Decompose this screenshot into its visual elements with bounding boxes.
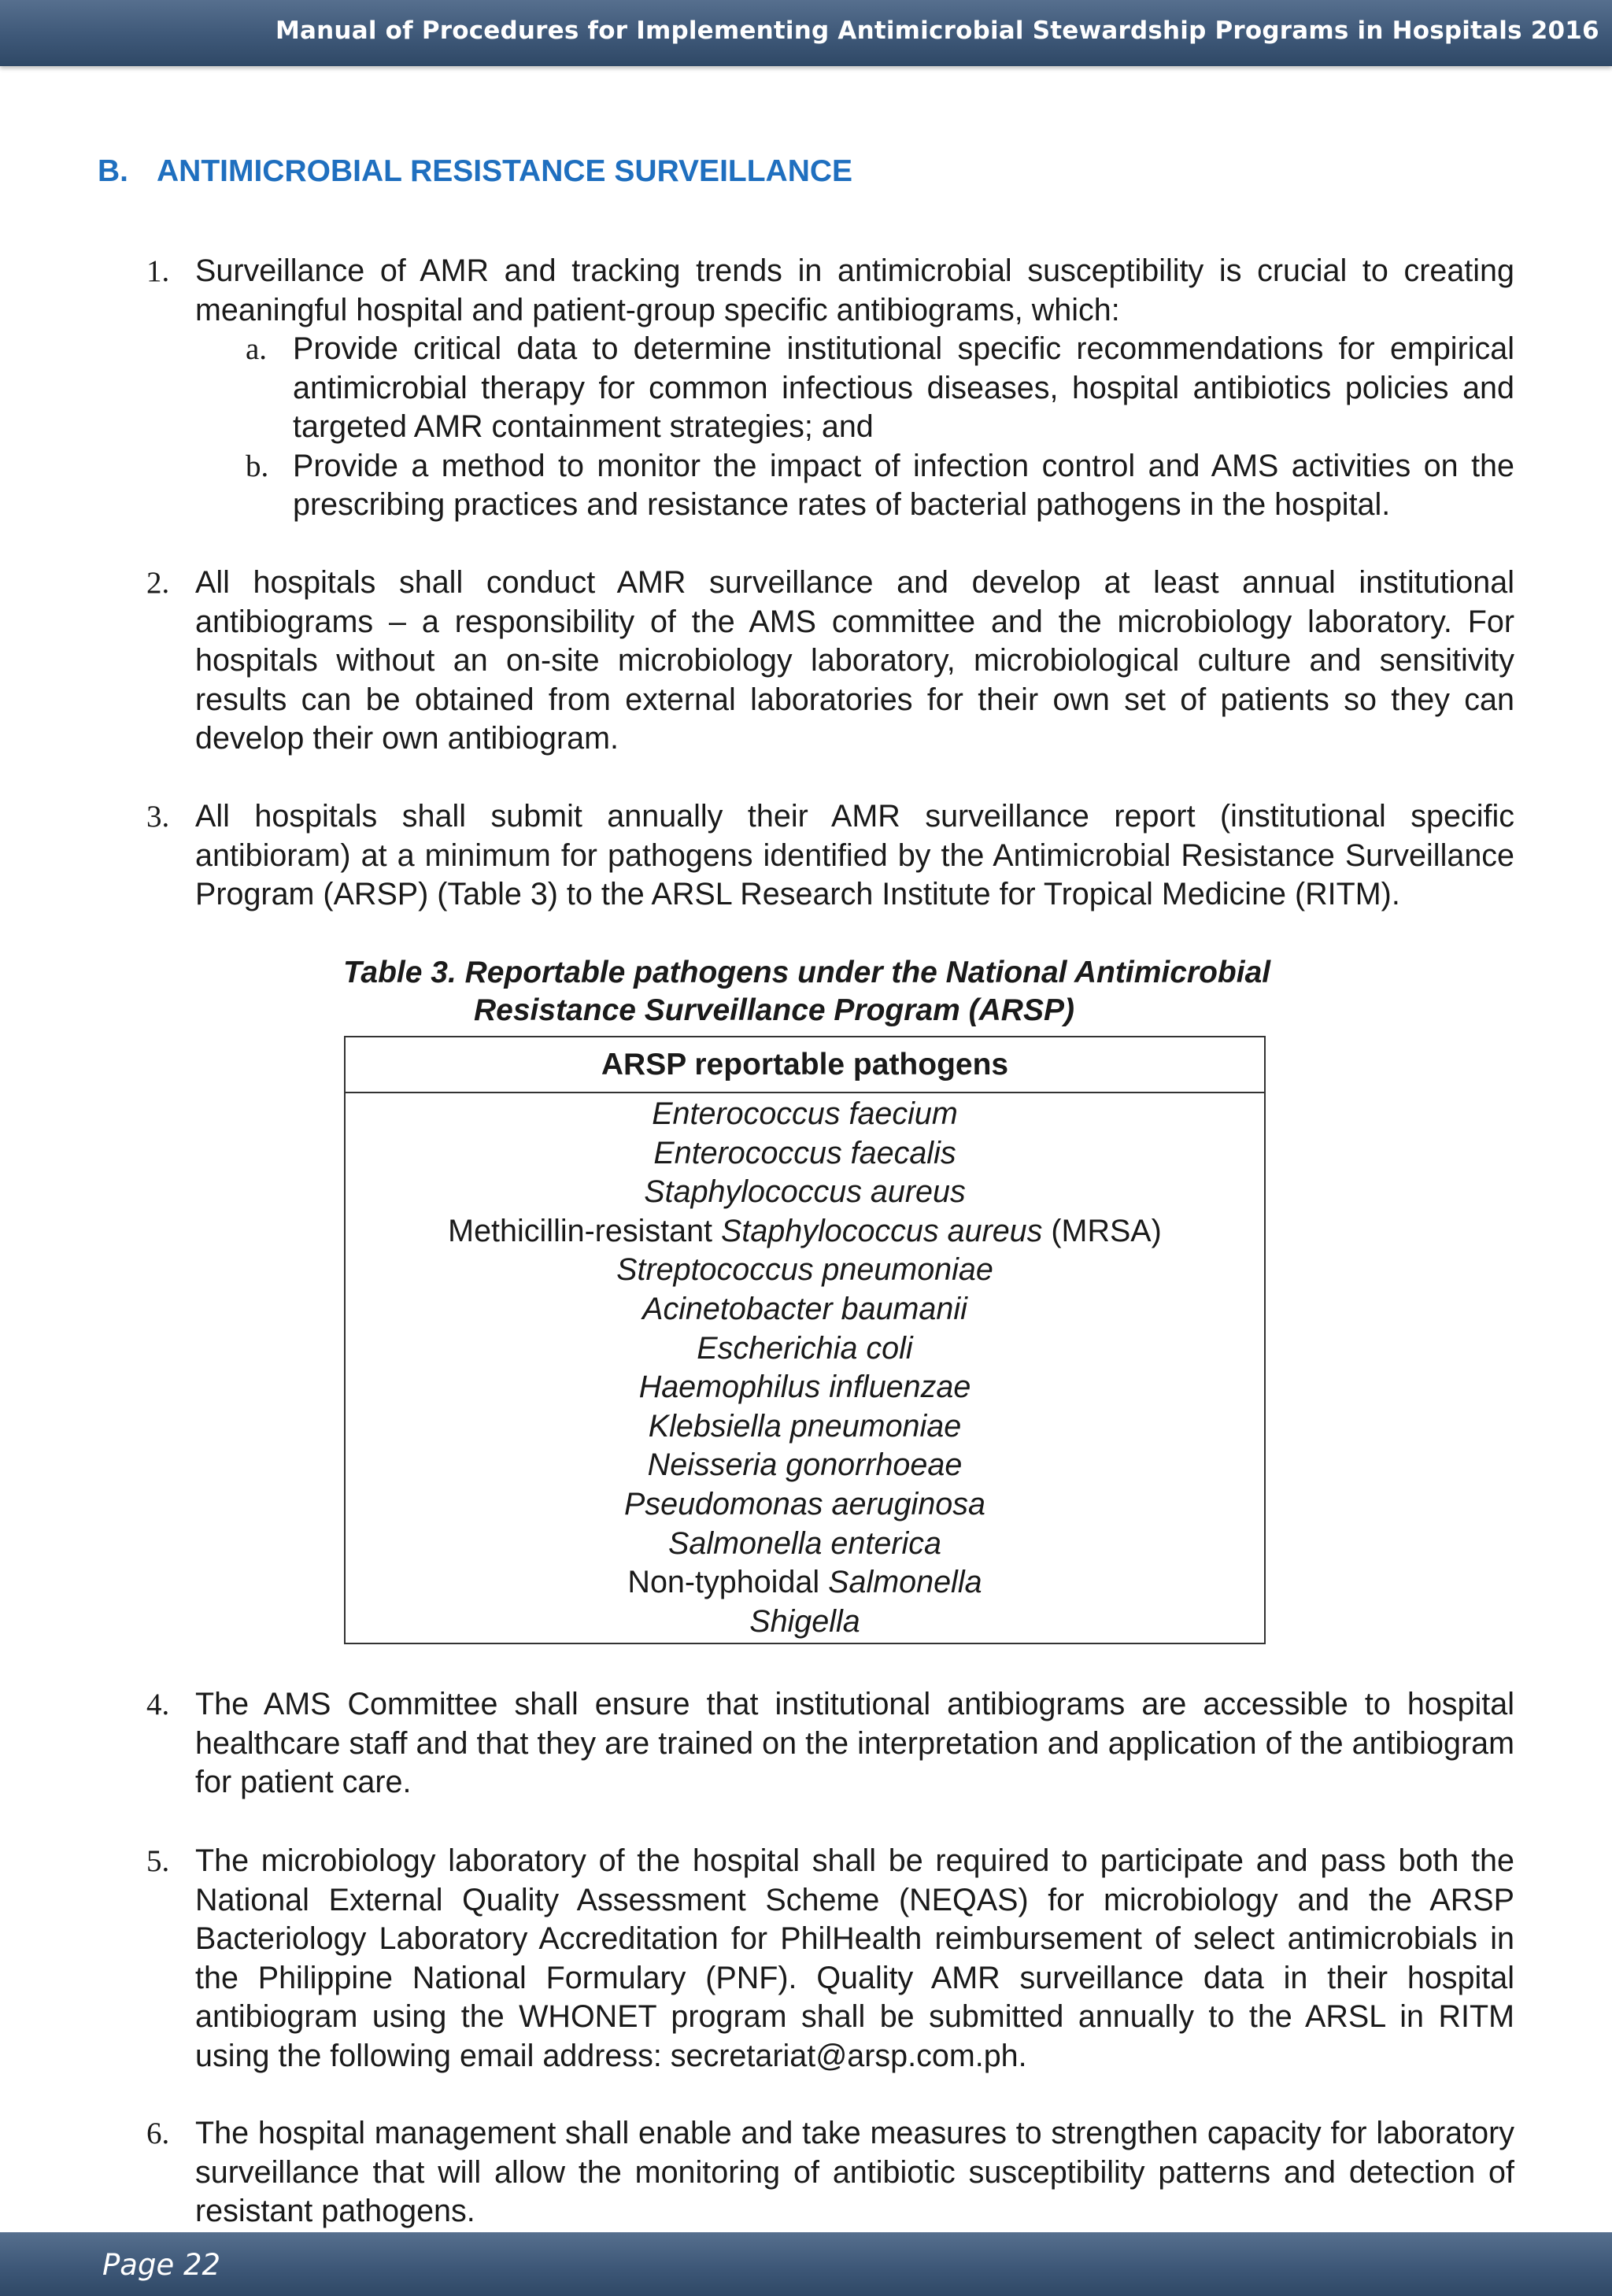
sub-item-b bbox=[246, 447, 1514, 525]
list-item-4 bbox=[146, 1685, 1514, 1802]
pathogen-name: Shigella bbox=[749, 1603, 860, 1639]
item-text: Surveillance of AMR and tracking trends in antimicrobial susceptibility is crucial to creating meaningful hospital and patient-group specific antibiograms, which: bbox=[195, 253, 1514, 327]
pathogen-name: Klebsiella pneumoniae bbox=[648, 1408, 962, 1444]
pathogen-name: Neisseria gonorrhoeae bbox=[647, 1447, 963, 1483]
table-row bbox=[346, 1095, 1264, 1134]
item-text: All hospitals shall conduct AMR surveillance and develop at least annual institutional antibiograms – a responsibility of the AMS committee and the microbiology laboratory. For hospitals without an on-site microbiology laboratory, microbiological culture and sensitivity results can be obtained from external laboratories for their own set of patients so they can develop their own antibiogram. bbox=[195, 565, 1514, 756]
pathogen-suffix: (MRSA) bbox=[1042, 1213, 1162, 1248]
list-item-6 bbox=[146, 2114, 1514, 2231]
section-heading bbox=[98, 154, 852, 189]
page-number: Page 22 bbox=[102, 2248, 221, 2282]
pathogen-name: Streptococcus pneumoniae bbox=[616, 1252, 993, 1288]
pathogen-prefix: Non-typhoidal bbox=[627, 1565, 829, 1600]
table-row bbox=[346, 1603, 1264, 1642]
item-text: The AMS Committee shall ensure that institutional antibiograms are accessible to hospital healthcare staff and that they are trained on the interpretation and application of the antibiogram for patient care. bbox=[195, 1687, 1514, 1799]
pathogen-name: Pseudomonas aeruginosa bbox=[624, 1486, 985, 1521]
table-row bbox=[346, 1290, 1264, 1329]
table-caption bbox=[343, 954, 1270, 1030]
table-header: ARSP reportable pathogens bbox=[346, 1037, 1264, 1093]
table-row bbox=[346, 1525, 1264, 1564]
section-letter: B. bbox=[98, 154, 128, 188]
list-item-3 bbox=[146, 797, 1514, 915]
item-text: All hospitals shall submit annually their AMR surveillance report (institutional specific antibioram) at a minimum for pathogens identified by the Antimicrobial Resistance Surveillance Program (ARSP) (Table 3) to the ARSL Research Institute for Tropical Medicine (RITM). bbox=[195, 799, 1514, 911]
table-row bbox=[346, 1368, 1264, 1407]
list-item-2 bbox=[146, 564, 1514, 759]
table-row bbox=[346, 1329, 1264, 1369]
sub-item-letter: a. bbox=[246, 332, 268, 366]
sub-item-text: Provide a method to monitor the impact of infection control and AMS activities on the prescribing practices and resistance rates of bacterial pathogens in the hospital. bbox=[293, 448, 1514, 522]
pathogen-name: Staphylococcus aureus bbox=[644, 1174, 966, 1210]
pathogens-table bbox=[344, 1036, 1266, 1644]
section-title-text: ANTIMICROBIAL RESISTANCE SURVEILLANCE bbox=[157, 154, 853, 188]
caption-line-1: Table 3. Reportable pathogens under the National Antimicrobial bbox=[343, 956, 1271, 989]
item-number: 3. bbox=[146, 800, 170, 834]
table-row bbox=[346, 1446, 1264, 1485]
page-header bbox=[0, 0, 1612, 66]
item-number: 4. bbox=[146, 1688, 170, 1721]
item-number: 1. bbox=[146, 254, 170, 288]
table-row bbox=[346, 1251, 1264, 1290]
item-number: 5. bbox=[146, 1844, 170, 1878]
sub-item-letter: b. bbox=[246, 449, 269, 483]
pathogen-name: Salmonella enterica bbox=[668, 1525, 941, 1561]
list-item-1 bbox=[146, 252, 1514, 525]
sub-item-text: Provide critical data to determine institutional specific recommendations for empirical antimicrobial therapy for common infectious diseases, hospital antibiotics policies and targeted AMR containment strategies; and bbox=[293, 331, 1514, 444]
table-row bbox=[346, 1173, 1264, 1212]
pathogen-name: Staphylococcus aureus bbox=[721, 1213, 1043, 1248]
pathogen-name: Haemophilus influenzae bbox=[638, 1370, 971, 1405]
pathogen-name: Salmonella bbox=[828, 1565, 982, 1600]
pathogen-prefix: Methicillin-resistant bbox=[448, 1213, 721, 1248]
table-body bbox=[346, 1093, 1264, 1641]
pathogen-name: Escherichia coli bbox=[697, 1330, 913, 1366]
item-number: 6. bbox=[146, 2117, 170, 2150]
table-row bbox=[346, 1485, 1264, 1525]
table-row bbox=[346, 1212, 1264, 1252]
caption-line-2: Resistance Surveillance Program (ARSP) bbox=[474, 993, 1074, 1027]
pathogen-name: Enterococcus faecium bbox=[652, 1096, 958, 1131]
table-row bbox=[346, 1407, 1264, 1447]
item-text: The microbiology laboratory of the hospital shall be required to participate and pass both the National External Quality Assessment Scheme (NEQAS) for microbiology and the ARSP Bacteriology Laboratory Accreditation for PhilHealth reimbursement of select antimicrobials in the Philippine National Formulary (PNF). Quality AMR surveillance data in their hospital antibiogram using the WHONET program shall be submitted annually to the ARSL in RITM using the following email address: secretariat@arsp.com.ph. bbox=[195, 1843, 1514, 2073]
manual-title: Manual of Procedures for Implementing Antimicrobial Stewardship Programs in Hospitals 2016 bbox=[275, 17, 1599, 45]
pathogen-name: Acinetobacter baumanii bbox=[642, 1291, 967, 1326]
page-footer bbox=[0, 2232, 1612, 2296]
item-number: 2. bbox=[146, 566, 170, 600]
table-row bbox=[346, 1563, 1264, 1603]
sub-item-a bbox=[246, 330, 1514, 447]
list-item-5 bbox=[146, 1842, 1514, 2076]
table-row bbox=[346, 1134, 1264, 1174]
pathogen-name: Enterococcus faecalis bbox=[653, 1135, 956, 1170]
item-text: The hospital management shall enable and take measures to strengthen capacity for laboratory surveillance that will allow the monitoring of antibiotic susceptibility patterns and detection of resistant pathogens. bbox=[195, 2116, 1514, 2228]
